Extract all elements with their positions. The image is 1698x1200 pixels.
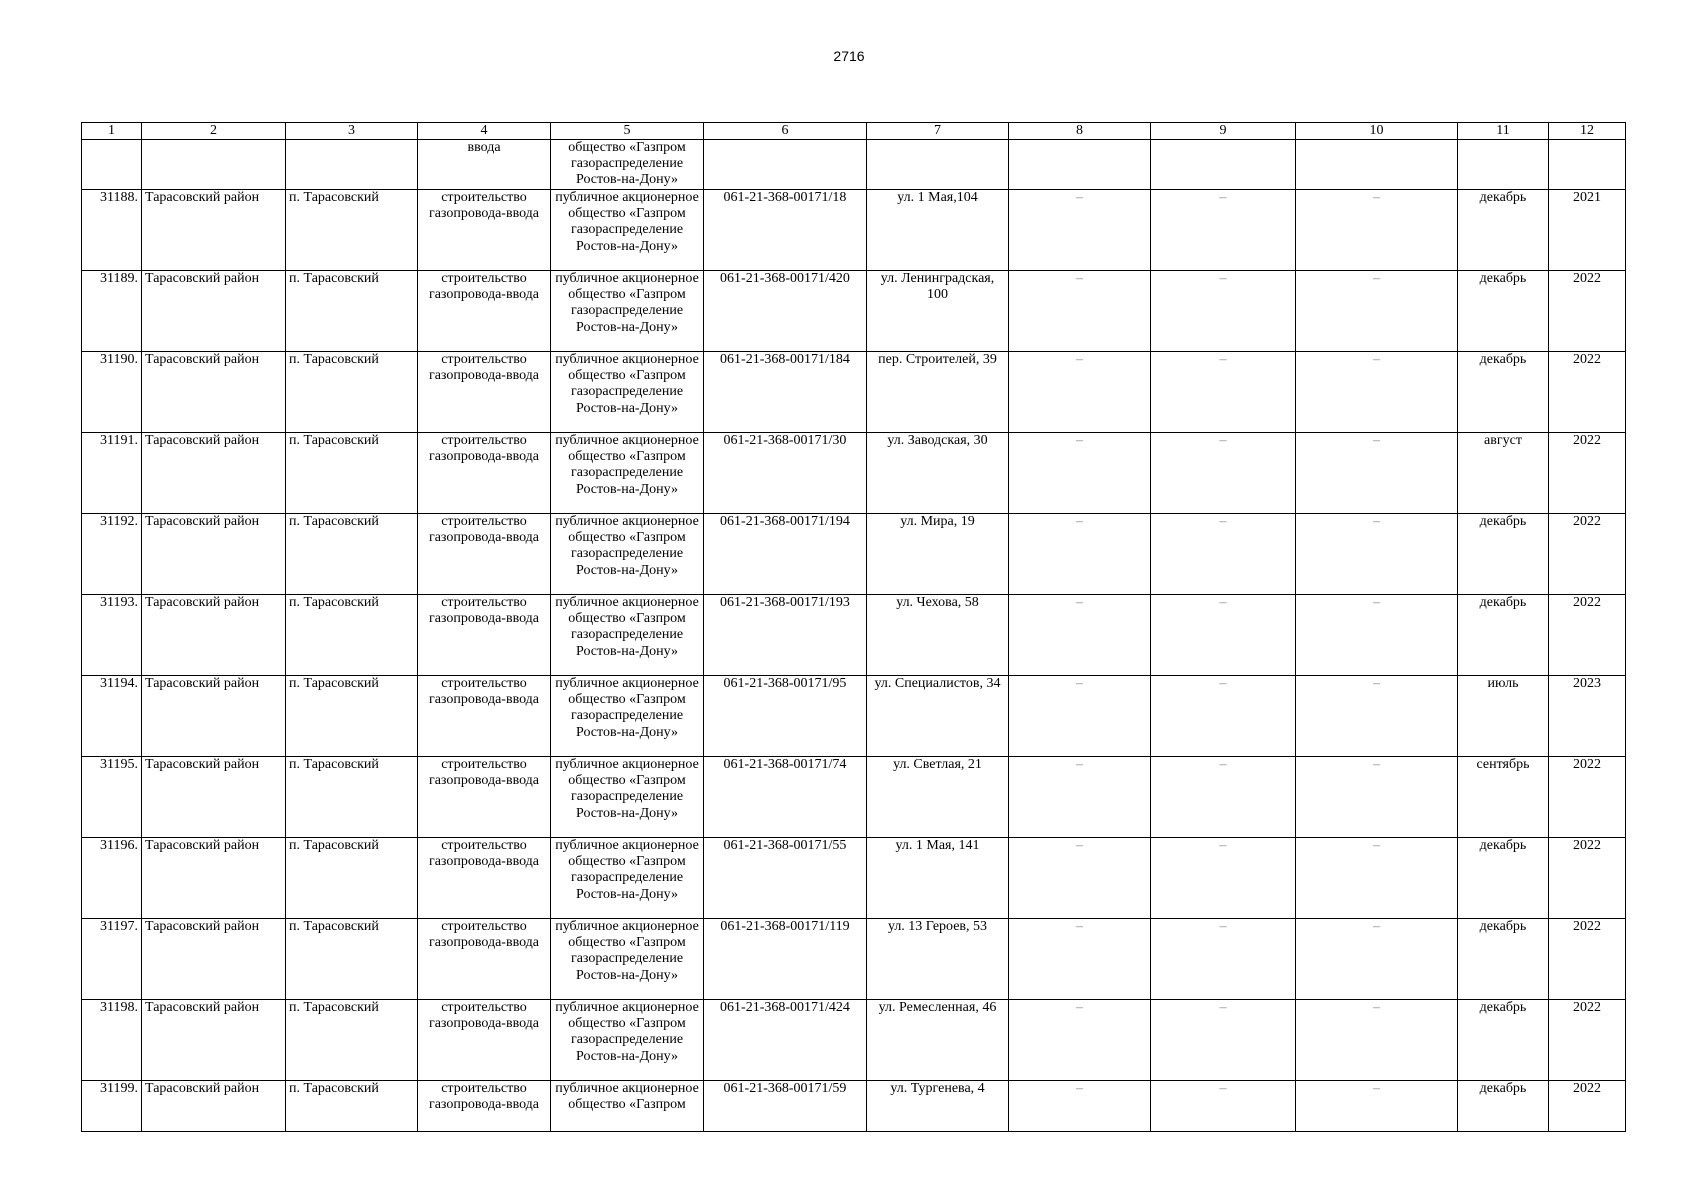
cell-locality: п. Тарасовский bbox=[286, 271, 418, 352]
cell-number: 31193. bbox=[82, 595, 142, 676]
cell-address bbox=[867, 140, 1009, 190]
cell-code: 061-21-368-00171/74 bbox=[704, 757, 867, 838]
cell-col-8: – bbox=[1009, 1081, 1151, 1132]
cell-month: август bbox=[1458, 433, 1549, 514]
cell-number: 31194. bbox=[82, 676, 142, 757]
cell-month: сентябрь bbox=[1458, 757, 1549, 838]
column-header: 12 bbox=[1549, 123, 1626, 140]
cell-work: строительство газопровода-ввода bbox=[418, 514, 551, 595]
cell-col-9: – bbox=[1151, 271, 1296, 352]
cell-code: 061-21-368-00171/424 bbox=[704, 1000, 867, 1081]
column-header: 11 bbox=[1458, 123, 1549, 140]
cell-work: строительство газопровода-ввода bbox=[418, 676, 551, 757]
column-header: 8 bbox=[1009, 123, 1151, 140]
table-row bbox=[82, 1081, 1626, 1132]
cell-col-8: – bbox=[1009, 757, 1151, 838]
cell-year: 2022 bbox=[1549, 433, 1626, 514]
cell-code: 061-21-368-00171/18 bbox=[704, 190, 867, 271]
cell-number: 31199. bbox=[82, 1081, 142, 1132]
cell-year: 2022 bbox=[1549, 514, 1626, 595]
cell-code: 061-21-368-00171/420 bbox=[704, 271, 867, 352]
cell-address: ул. 1 Мая,104 bbox=[867, 190, 1009, 271]
cell-col-9: – bbox=[1151, 595, 1296, 676]
table-row bbox=[82, 190, 1626, 271]
cell-number: 31195. bbox=[82, 757, 142, 838]
cell-work: строительство газопровода-ввода bbox=[418, 271, 551, 352]
cell-organization: публичное акционерное общество «Газпром газораспределение Ростов-на-Дону» bbox=[551, 190, 704, 271]
cell-organization: публичное акционерное общество «Газпром газораспределение Ростов-на-Дону» bbox=[551, 1000, 704, 1081]
table-row bbox=[82, 595, 1626, 676]
cell-work: строительство газопровода-ввода bbox=[418, 919, 551, 1000]
cell-col-8: – bbox=[1009, 190, 1151, 271]
cell-district: Тарасовский район bbox=[142, 190, 286, 271]
cell-locality: п. Тарасовский bbox=[286, 514, 418, 595]
cell-address: ул. Заводская, 30 bbox=[867, 433, 1009, 514]
cell-work: строительство газопровода-ввода bbox=[418, 595, 551, 676]
cell-col-10: – bbox=[1296, 919, 1458, 1000]
cell-col-9 bbox=[1151, 140, 1296, 190]
cell-organization: публичное акционерное общество «Газпром газораспределение Ростов-на-Дону» bbox=[551, 838, 704, 919]
cell-code: 061-21-368-00171/30 bbox=[704, 433, 867, 514]
cell-locality: п. Тарасовский bbox=[286, 676, 418, 757]
cell-col-9: – bbox=[1151, 1000, 1296, 1081]
cell-address: ул. Ремесленная, 46 bbox=[867, 1000, 1009, 1081]
column-header: 10 bbox=[1296, 123, 1458, 140]
cell-organization: публичное акционерное общество «Газпром газораспределение Ростов-на-Дону» bbox=[551, 352, 704, 433]
cell-work: строительство газопровода-ввода bbox=[418, 433, 551, 514]
cell-district: Тарасовский район bbox=[142, 514, 286, 595]
cell-col-8: – bbox=[1009, 514, 1151, 595]
cell-year: 2021 bbox=[1549, 190, 1626, 271]
cell-district: Тарасовский район bbox=[142, 676, 286, 757]
cell-code: 061-21-368-00171/184 bbox=[704, 352, 867, 433]
cell-col-10: – bbox=[1296, 190, 1458, 271]
table-row bbox=[82, 433, 1626, 514]
cell-year: 2022 bbox=[1549, 1000, 1626, 1081]
cell-col-10: – bbox=[1296, 352, 1458, 433]
cell-month: декабрь bbox=[1458, 190, 1549, 271]
cell-col-8: – bbox=[1009, 595, 1151, 676]
cell-number: 31191. bbox=[82, 433, 142, 514]
cell-address: ул. Светлая, 21 bbox=[867, 757, 1009, 838]
cell-col-10: – bbox=[1296, 433, 1458, 514]
cell-work: ввода bbox=[418, 140, 551, 190]
column-header: 5 bbox=[551, 123, 704, 140]
cell-month: декабрь bbox=[1458, 838, 1549, 919]
page-number: 2716 bbox=[833, 48, 865, 64]
column-header: 3 bbox=[286, 123, 418, 140]
cell-number: 31192. bbox=[82, 514, 142, 595]
cell-code: 061-21-368-00171/193 bbox=[704, 595, 867, 676]
cell-work: строительство газопровода-ввода bbox=[418, 838, 551, 919]
cell-number bbox=[82, 140, 142, 190]
cell-organization: публичное акционерное общество «Газпром газораспределение Ростов-на-Дону» bbox=[551, 676, 704, 757]
column-header: 7 bbox=[867, 123, 1009, 140]
cell-col-8: – bbox=[1009, 1000, 1151, 1081]
cell-address: ул. Чехова, 58 bbox=[867, 595, 1009, 676]
cell-year: 2022 bbox=[1549, 838, 1626, 919]
cell-month: декабрь bbox=[1458, 514, 1549, 595]
table-row bbox=[82, 352, 1626, 433]
cell-col-10: – bbox=[1296, 514, 1458, 595]
cell-col-9: – bbox=[1151, 1081, 1296, 1132]
cell-locality: п. Тарасовский bbox=[286, 433, 418, 514]
cell-locality: п. Тарасовский bbox=[286, 1081, 418, 1132]
cell-locality: п. Тарасовский bbox=[286, 1000, 418, 1081]
cell-organization: публичное акционерное общество «Газпром bbox=[551, 1081, 704, 1132]
cell-number: 31196. bbox=[82, 838, 142, 919]
cell-col-10: – bbox=[1296, 838, 1458, 919]
cell-code: 061-21-368-00171/55 bbox=[704, 838, 867, 919]
cell-year bbox=[1549, 140, 1626, 190]
cell-district: Тарасовский район bbox=[142, 838, 286, 919]
cell-work: строительство газопровода-ввода bbox=[418, 190, 551, 271]
cell-locality: п. Тарасовский bbox=[286, 919, 418, 1000]
cell-locality: п. Тарасовский bbox=[286, 757, 418, 838]
cell-col-8: – bbox=[1009, 271, 1151, 352]
cell-year: 2022 bbox=[1549, 919, 1626, 1000]
cell-number: 31197. bbox=[82, 919, 142, 1000]
cell-year: 2022 bbox=[1549, 757, 1626, 838]
column-number-row bbox=[82, 123, 1626, 140]
cell-address: ул. Ленинградская, 100 bbox=[867, 271, 1009, 352]
cell-col-9: – bbox=[1151, 190, 1296, 271]
cell-work: строительство газопровода-ввода bbox=[418, 1081, 551, 1132]
table-row bbox=[82, 271, 1626, 352]
table-row bbox=[82, 514, 1626, 595]
cell-col-9: – bbox=[1151, 757, 1296, 838]
cell-organization: публичное акционерное общество «Газпром газораспределение Ростов-на-Дону» bbox=[551, 919, 704, 1000]
cell-col-8: – bbox=[1009, 676, 1151, 757]
cell-district: Тарасовский район bbox=[142, 433, 286, 514]
cell-code bbox=[704, 140, 867, 190]
continuation-row bbox=[82, 140, 1626, 190]
cell-month: декабрь bbox=[1458, 352, 1549, 433]
cell-organization: публичное акционерное общество «Газпром газораспределение Ростов-на-Дону» bbox=[551, 595, 704, 676]
cell-col-9: – bbox=[1151, 352, 1296, 433]
cell-month: декабрь bbox=[1458, 919, 1549, 1000]
cell-col-10: – bbox=[1296, 676, 1458, 757]
cell-address: пер. Строителей, 39 bbox=[867, 352, 1009, 433]
cell-district: Тарасовский район bbox=[142, 352, 286, 433]
cell-col-8: – bbox=[1009, 352, 1151, 433]
column-header: 2 bbox=[142, 123, 286, 140]
cell-number: 31198. bbox=[82, 1000, 142, 1081]
table-row bbox=[82, 676, 1626, 757]
cell-address: ул. 13 Героев, 53 bbox=[867, 919, 1009, 1000]
cell-work: строительство газопровода-ввода bbox=[418, 757, 551, 838]
cell-col-9: – bbox=[1151, 514, 1296, 595]
cell-col-10: – bbox=[1296, 271, 1458, 352]
cell-number: 31190. bbox=[82, 352, 142, 433]
cell-col-9: – bbox=[1151, 433, 1296, 514]
cell-code: 061-21-368-00171/95 bbox=[704, 676, 867, 757]
registry-table bbox=[81, 122, 1626, 1132]
cell-month: декабрь bbox=[1458, 1081, 1549, 1132]
cell-district: Тарасовский район bbox=[142, 1081, 286, 1132]
cell-col-10: – bbox=[1296, 1081, 1458, 1132]
cell-col-10: – bbox=[1296, 595, 1458, 676]
column-header: 4 bbox=[418, 123, 551, 140]
column-header: 6 bbox=[704, 123, 867, 140]
cell-code: 061-21-368-00171/59 bbox=[704, 1081, 867, 1132]
cell-work: строительство газопровода-ввода bbox=[418, 352, 551, 433]
cell-work: строительство газопровода-ввода bbox=[418, 1000, 551, 1081]
cell-col-8: – bbox=[1009, 433, 1151, 514]
cell-organization: публичное акционерное общество «Газпром газораспределение Ростов-на-Дону» bbox=[551, 514, 704, 595]
table-row bbox=[82, 838, 1626, 919]
cell-col-8 bbox=[1009, 140, 1151, 190]
cell-locality: п. Тарасовский bbox=[286, 838, 418, 919]
cell-year: 2022 bbox=[1549, 271, 1626, 352]
cell-col-9: – bbox=[1151, 676, 1296, 757]
cell-number: 31189. bbox=[82, 271, 142, 352]
cell-organization: публичное акционерное общество «Газпром газораспределение Ростов-на-Дону» bbox=[551, 271, 704, 352]
table-row bbox=[82, 919, 1626, 1000]
cell-address: ул. Тургенева, 4 bbox=[867, 1081, 1009, 1132]
cell-district bbox=[142, 140, 286, 190]
cell-year: 2022 bbox=[1549, 352, 1626, 433]
cell-district: Тарасовский район bbox=[142, 271, 286, 352]
cell-code: 061-21-368-00171/119 bbox=[704, 919, 867, 1000]
cell-col-9: – bbox=[1151, 919, 1296, 1000]
column-header: 9 bbox=[1151, 123, 1296, 140]
table-row bbox=[82, 1000, 1626, 1081]
cell-month: декабрь bbox=[1458, 1000, 1549, 1081]
cell-organization: публичное акционерное общество «Газпром газораспределение Ростов-на-Дону» bbox=[551, 757, 704, 838]
cell-district: Тарасовский район bbox=[142, 757, 286, 838]
cell-district: Тарасовский район bbox=[142, 919, 286, 1000]
cell-district: Тарасовский район bbox=[142, 595, 286, 676]
cell-organization: общество «Газпром газораспределение Ростов-на-Дону» bbox=[551, 140, 704, 190]
cell-address: ул. Специалистов, 34 bbox=[867, 676, 1009, 757]
cell-month: июль bbox=[1458, 676, 1549, 757]
cell-locality: п. Тарасовский bbox=[286, 352, 418, 433]
cell-col-10: – bbox=[1296, 1000, 1458, 1081]
cell-month: декабрь bbox=[1458, 271, 1549, 352]
table-row bbox=[82, 757, 1626, 838]
cell-locality bbox=[286, 140, 418, 190]
cell-address: ул. 1 Мая, 141 bbox=[867, 838, 1009, 919]
cell-year: 2022 bbox=[1549, 1081, 1626, 1132]
cell-number: 31188. bbox=[82, 190, 142, 271]
cell-locality: п. Тарасовский bbox=[286, 190, 418, 271]
cell-year: 2023 bbox=[1549, 676, 1626, 757]
cell-organization: публичное акционерное общество «Газпром газораспределение Ростов-на-Дону» bbox=[551, 433, 704, 514]
cell-col-10: – bbox=[1296, 757, 1458, 838]
cell-col-8: – bbox=[1009, 919, 1151, 1000]
cell-col-8: – bbox=[1009, 838, 1151, 919]
column-header: 1 bbox=[82, 123, 142, 140]
cell-month bbox=[1458, 140, 1549, 190]
cell-address: ул. Мира, 19 bbox=[867, 514, 1009, 595]
cell-month: декабрь bbox=[1458, 595, 1549, 676]
cell-col-9: – bbox=[1151, 838, 1296, 919]
cell-col-10 bbox=[1296, 140, 1458, 190]
cell-code: 061-21-368-00171/194 bbox=[704, 514, 867, 595]
cell-district: Тарасовский район bbox=[142, 1000, 286, 1081]
cell-year: 2022 bbox=[1549, 595, 1626, 676]
cell-locality: п. Тарасовский bbox=[286, 595, 418, 676]
